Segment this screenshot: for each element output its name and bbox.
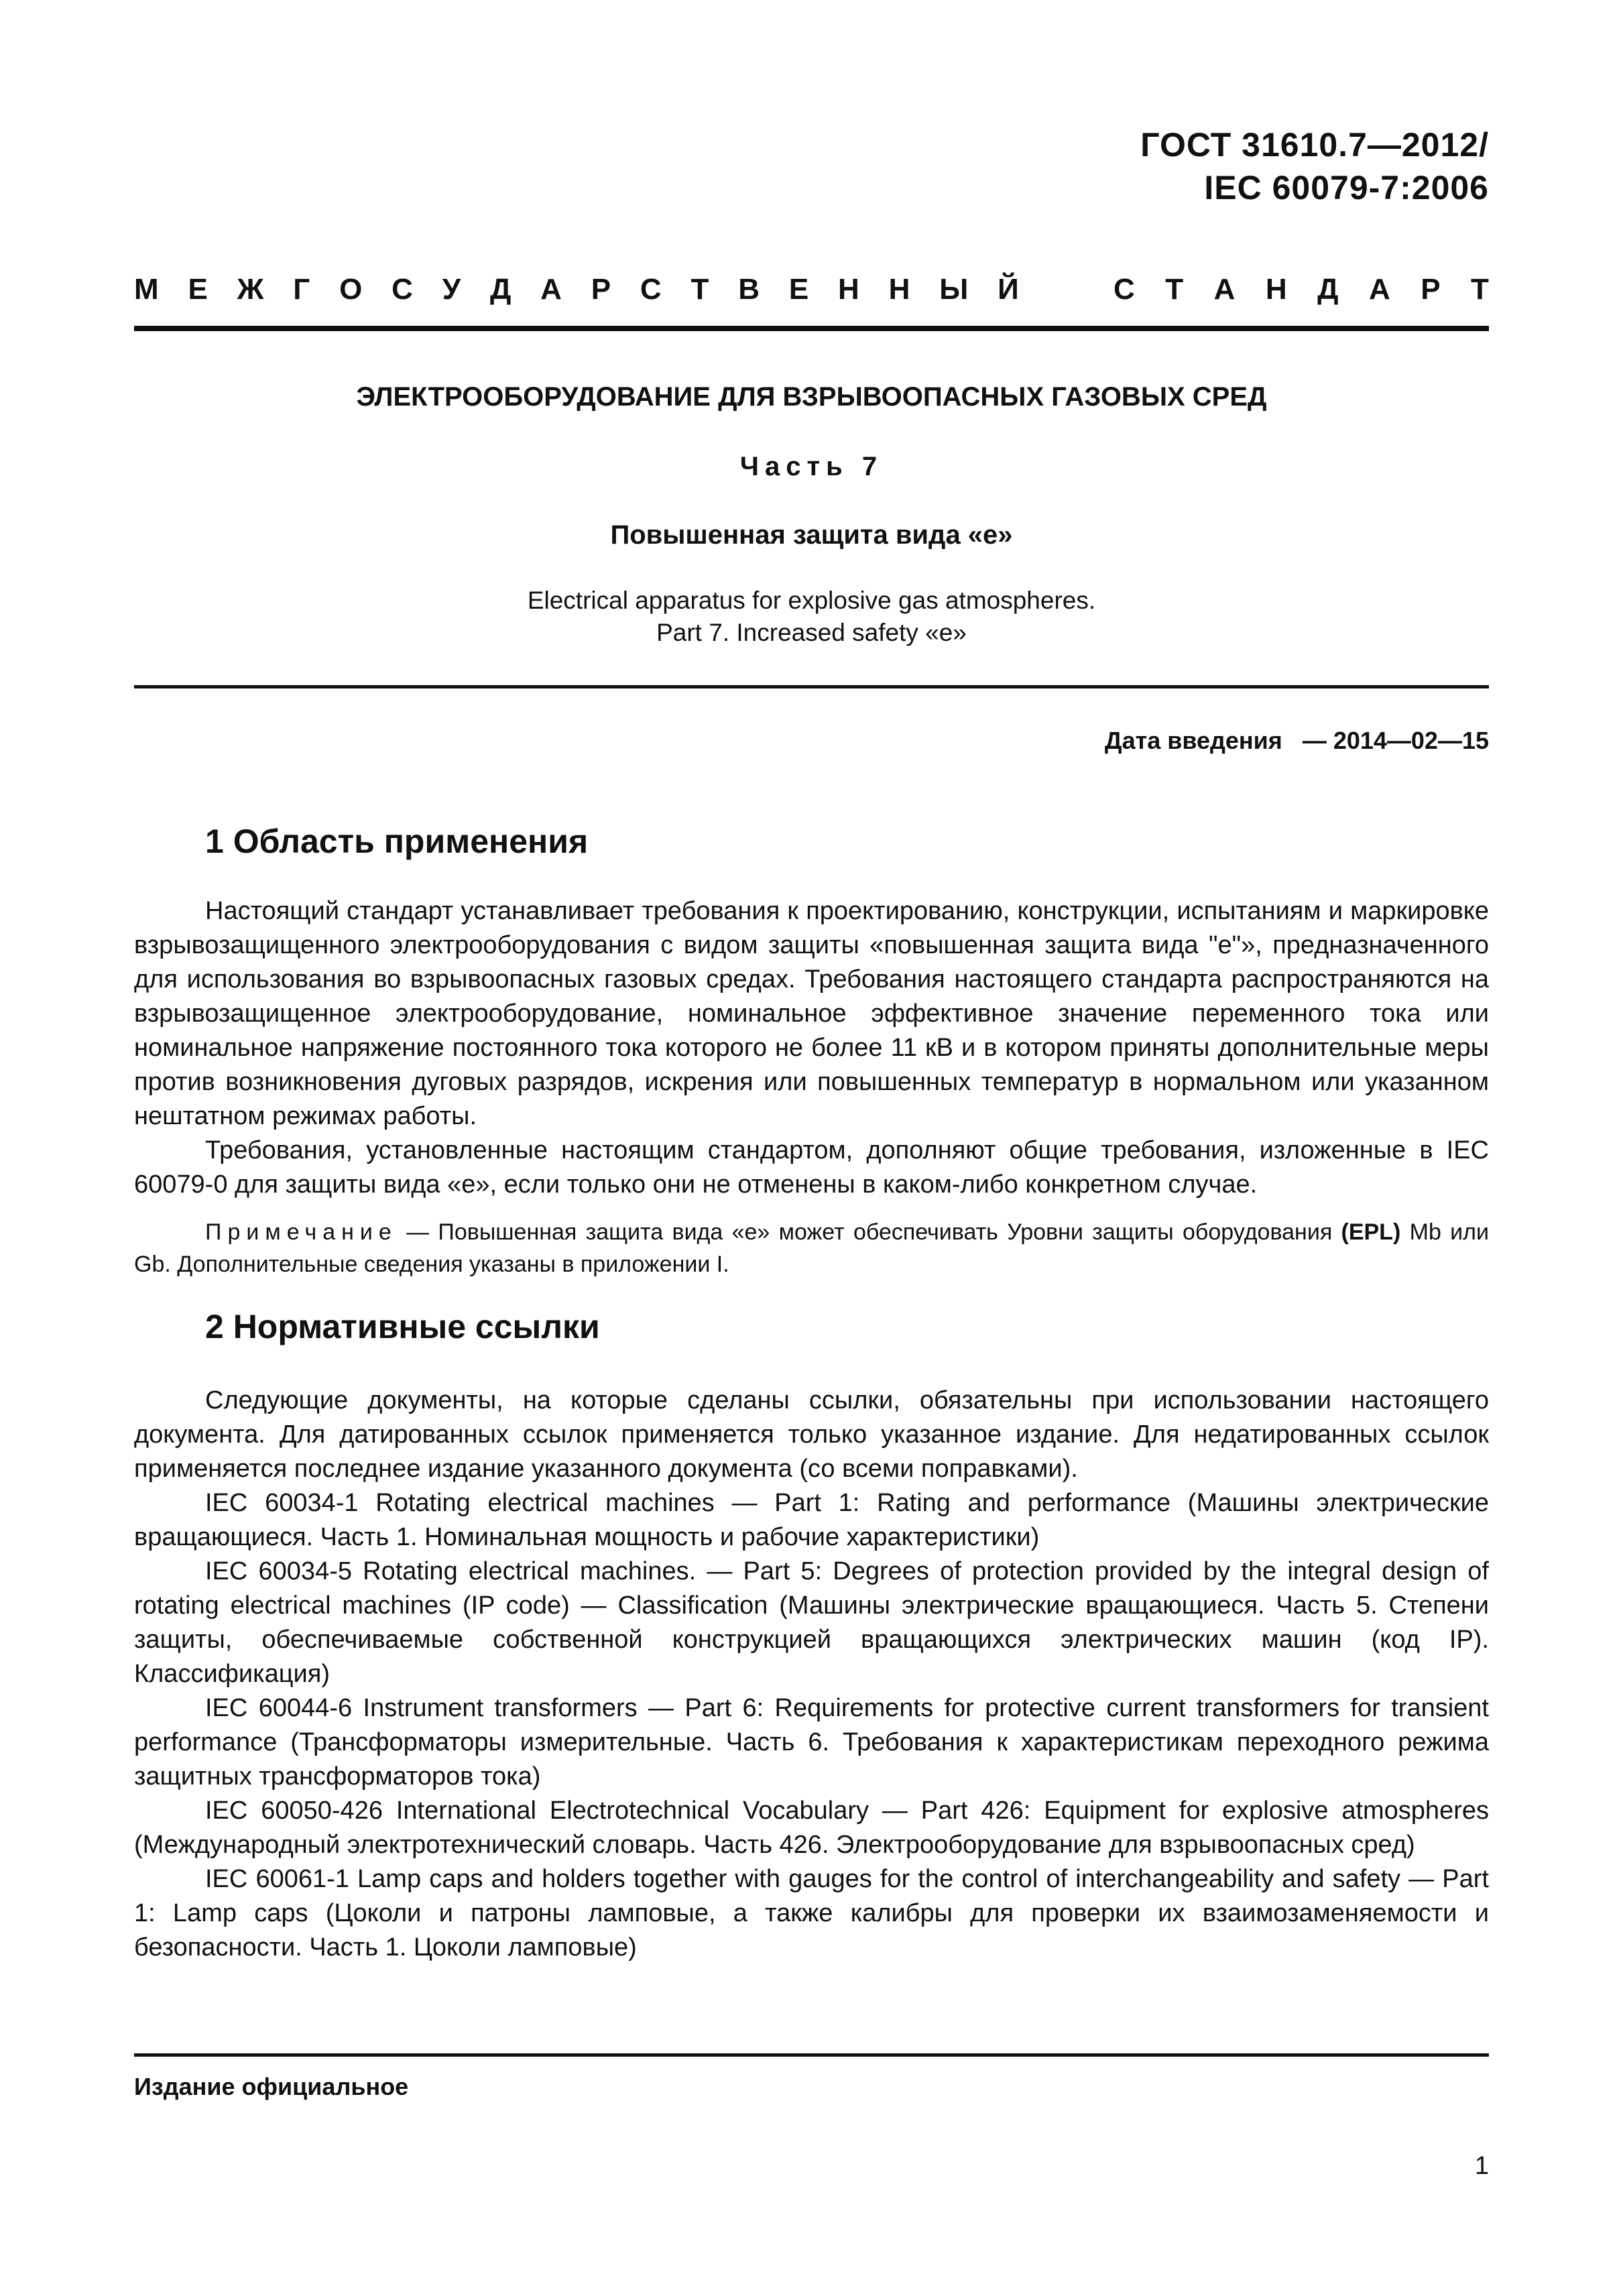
reference-item: IEC 60034-5 Rotating electrical machines. — Part 5: Degrees of protection provided by the integral design of rotating electrical machines (IP code) — Classification (Машины электрические вращающиеся. Часть 5. Степени защиты, обеспечиваемые собственной конструкцией вращающихся электрических машин (код IP). Классификация) (134, 1557, 1489, 1688)
banner-word-interstate (134, 273, 1019, 306)
standard-number-line-2: IEC 60079-7:2006 (1204, 169, 1489, 206)
english-title-line-1: Electrical apparatus for explosive gas atmospheres. (527, 587, 1096, 614)
banner-letter: А (540, 273, 562, 306)
effective-date (1105, 727, 1489, 755)
banner-letter: Д (489, 273, 512, 306)
banner-letter: В (738, 273, 760, 306)
reference-item: IEC 60050-426 International Electrotechnical Vocabulary — Part 426: Equipment for explosive atmospheres (Международный электротехнический словарь. Часть 426. Электрооборудование для взрывоопасных сред) (134, 1797, 1489, 1859)
section-2-heading: 2 Нормативные ссылки (205, 1308, 600, 1345)
document-subtitle: Повышенная защита вида «е» (610, 520, 1013, 550)
banner-word-standard (1114, 273, 1489, 306)
banner-letter: А (1213, 273, 1236, 306)
paragraph: Настоящий стандарт устанавливает требования к проектированию, конструкции, испытаниям и маркировке взрывозащищенного электрооборудования с видом защиты «повышенная защита вида "е"», предназначенного для использования во взрывоопасных газовых средах. Требования настоящего стандарта распространяются на взрывозащищенное электрооборудование, номинальное эффективное значение переменного тока или номинальное напряжение постоянного тока которого не более 11 кВ и в котором приняты дополнительные меры против возникновения дуговых разрядов, искрения или повышенных температур в нормальном или указанном нештатном режимах работы. (134, 897, 1489, 1130)
official-edition-label: Издание официальное (134, 2073, 409, 2100)
footer-divider (134, 2053, 1489, 2057)
english-title-line-2: Part 7. Increased safety «e» (656, 619, 967, 646)
note (134, 1216, 1489, 1280)
banner-letter: Р (1421, 273, 1441, 306)
english-title (134, 585, 1489, 649)
banner-letter: Д (1317, 273, 1339, 306)
section-2-body (134, 1384, 1489, 1965)
effective-date-value: — 2014—02—15 (1302, 727, 1489, 754)
banner-letter: Ж (237, 273, 264, 306)
banner-letter: Е (788, 273, 809, 306)
effective-date-label: Дата введения (1104, 727, 1282, 754)
banner-letter: А (1368, 273, 1390, 306)
interstate-standard-banner (134, 269, 1489, 310)
banner-letter: С (1114, 273, 1135, 306)
part-number: Часть 7 (739, 452, 884, 481)
banner-letter: Н (888, 273, 910, 306)
standard-number (1140, 123, 1489, 209)
note-text: — Повышенная защита вида «е» может обеспечивать Уровни защиты оборудования (397, 1219, 1341, 1245)
standard-number-line-1: ГОСТ 31610.7—2012/ (1140, 126, 1489, 164)
banner-letter: Г (293, 273, 310, 306)
banner-letter: О (339, 273, 363, 306)
banner-letter: Р (591, 273, 611, 306)
banner-letter: Е (188, 273, 208, 306)
section-1-body (134, 894, 1489, 1202)
banner-letter: М (134, 273, 159, 306)
banner-letter: У (442, 273, 461, 306)
banner-letter: Й (998, 273, 1019, 306)
banner-letter: С (392, 273, 413, 306)
banner-letter: Т (1165, 273, 1184, 306)
banner-letter: Т (690, 273, 709, 306)
section-1-heading: 1 Область применения (205, 823, 589, 860)
note-label: Примечание (205, 1219, 398, 1245)
reference-item: IEC 60034-1 Rotating electrical machines — Part 1: Rating and performance (Машины электрические вращающиеся. Часть 1. Номинальная мощность и рабочие характеристики) (134, 1489, 1489, 1551)
banner-letter: Н (1265, 273, 1287, 306)
paragraph: Следующие документы, на которые сделаны ссылки, обязательны при использовании настоящего документа. Для датированных ссылок применяется только указанное издание. Для недатированных ссылок применяется последнее издание указанного документа (со всеми поправками). (134, 1386, 1489, 1483)
banner-letter: Н (838, 273, 859, 306)
title-divider (134, 685, 1489, 688)
note-text: Mb или Gb. Дополнительные сведения указаны в приложении I. (134, 1219, 1490, 1277)
banner-letter: Т (1471, 273, 1489, 306)
note-abbreviation: (EPL) (1341, 1219, 1401, 1245)
reference-item: IEC 60044-6 Instrument transformers — Part 6: Requirements for protective current transformers for transient performance (Трансформаторы измерительные. Часть 6. Требования к характеристикам переходного режима защитных трансформаторов тока) (134, 1694, 1489, 1791)
reference-item: IEC 60061-1 Lamp caps and holders together with gauges for the control of interchangeability and safety — Part 1: Lamp caps (Цоколи и патроны ламповые, а также калибры для проверки их взаимозаменяемости и безопасности. Часть 1. Цоколи ламповые) (134, 1865, 1489, 1961)
document-title: ЭЛЕКТРООБОРУДОВАНИЕ ДЛЯ ВЗРЫВООПАСНЫХ ГАЗОВЫХ СРЕД (356, 382, 1267, 412)
banner-letter: Ы (939, 273, 969, 306)
page-number: 1 (1474, 2152, 1489, 2180)
banner-letter: С (640, 273, 662, 306)
header-divider (134, 326, 1489, 331)
paragraph: Требования, установленные настоящим стандартом, дополняют общие требования, изложенные в IEC 60079-0 для защиты вида «е», если только они не отменены в каком-либо конкретном случае. (134, 1136, 1489, 1199)
